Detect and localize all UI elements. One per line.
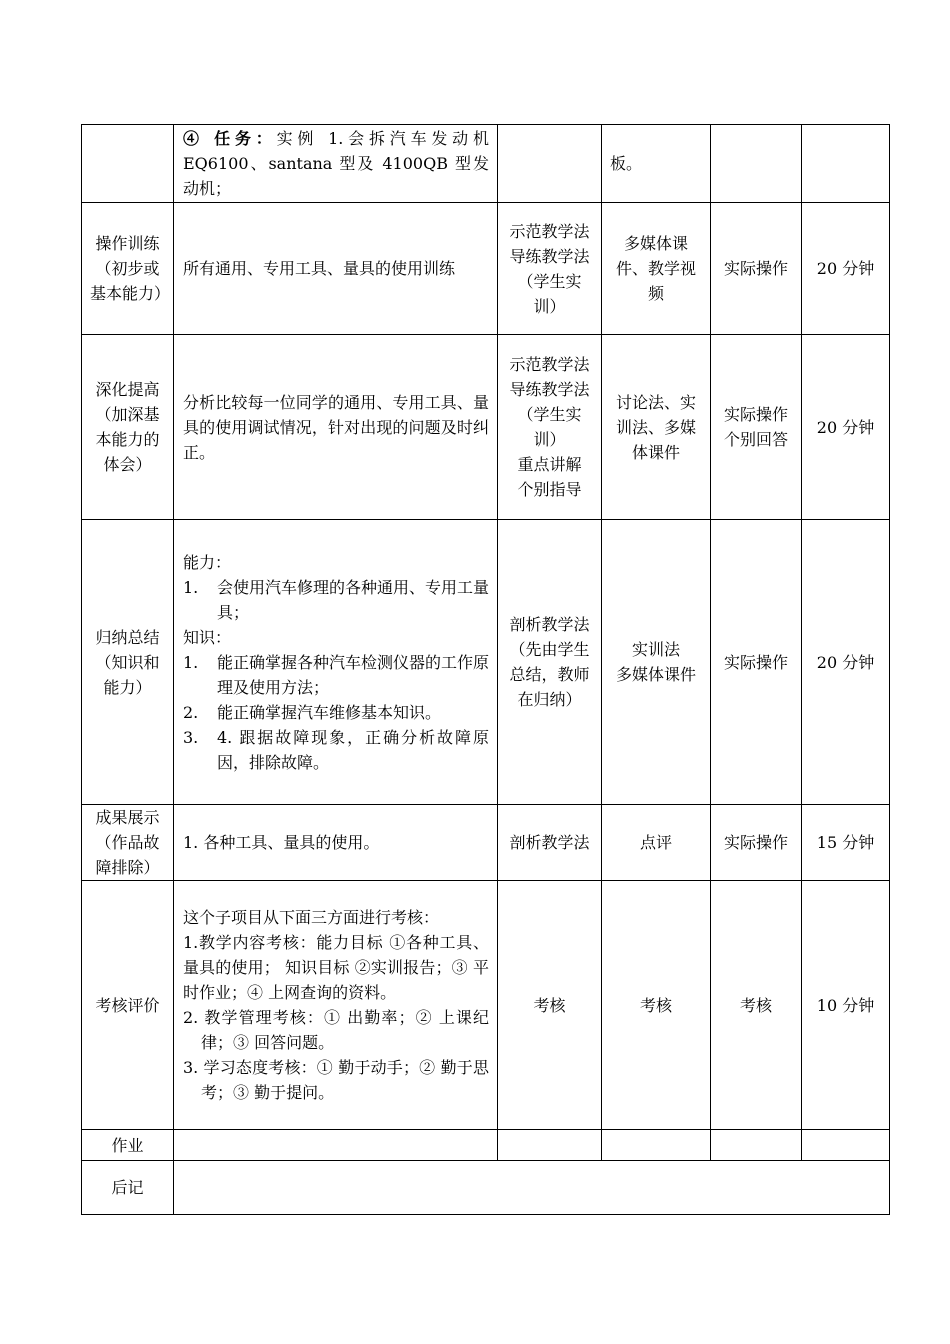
- content-cell: [174, 520, 498, 805]
- method-line: 个别指导: [517, 480, 582, 499]
- item-text: 能正确掌握各种汽车检测仪器的工作原理及使用方法；: [217, 652, 490, 697]
- list-item: [183, 700, 489, 725]
- item-number: 1.: [183, 577, 199, 597]
- time-cell: [802, 1130, 890, 1161]
- activity-cell: 实际操作: [711, 805, 802, 881]
- time-cell: 15 分钟: [802, 805, 890, 881]
- method-line: 训）: [533, 430, 566, 449]
- activity-line: 个别回答: [723, 430, 788, 449]
- activity-cell: 实际操作: [711, 520, 802, 805]
- stage-cell: 后记: [82, 1161, 174, 1215]
- item-text: 能正确掌握汽车维修基本知识。: [217, 702, 442, 722]
- means-cell: 多媒体课件、教学视频: [602, 203, 711, 335]
- means-cell: 点评: [602, 805, 711, 881]
- method-cell: 剖析教学法（先由学生总结，教师在归纳）: [498, 520, 602, 805]
- activity-line: 实际操作: [723, 405, 788, 424]
- table-row: [82, 1130, 890, 1161]
- content-cell: 分析比较每一位同学的通用、专用工具、量具的使用调试情况，针对出现的问题及时纠正。: [174, 335, 498, 520]
- ability-heading: 能力：: [183, 552, 232, 572]
- content-cell: 所有通用、专用工具、量具的使用训练: [174, 203, 498, 335]
- content-cell: [174, 881, 498, 1130]
- table-row: [82, 203, 890, 335]
- activity-cell: [711, 125, 802, 203]
- content-cell: 1. 各种工具、量具的使用。: [174, 805, 498, 881]
- means-line: 多媒体课件: [615, 665, 696, 684]
- time-cell: 20 分钟: [802, 520, 890, 805]
- time-cell: 20 分钟: [802, 203, 890, 335]
- content-cell: [174, 125, 498, 203]
- item-text: 4. 跟据故障现象，正确分析故障原因，排除故障。: [217, 727, 489, 772]
- means-cell: [602, 520, 711, 805]
- knowledge-heading: 知识：: [183, 627, 232, 647]
- item-number: 3.: [183, 727, 199, 747]
- method-line: 重点讲解: [517, 455, 582, 474]
- method-cell: [498, 125, 602, 203]
- task-text: 实例 1.会拆汽车发动机 EQ6100、santana 型及 4100QB 型发动机；: [183, 129, 489, 198]
- table-row: [82, 805, 890, 881]
- task-label: ④ 任务：: [183, 129, 277, 148]
- method-line: （学生实: [517, 405, 582, 424]
- stage-cell: [82, 125, 174, 203]
- method-cell: [498, 335, 602, 520]
- means-line: 实训法: [631, 640, 680, 659]
- means-cell: 考核: [602, 881, 711, 1130]
- stage-cell: 归纳总结（知识和能力）: [82, 520, 174, 805]
- means-cell: 板。: [602, 125, 711, 203]
- method-cell: 剖析教学法: [498, 805, 602, 881]
- stage-cell: 操作训练（初步或基本能力）: [82, 203, 174, 335]
- activity-cell: 考核: [711, 881, 802, 1130]
- lesson-plan-table: [81, 124, 890, 1215]
- method-cell: 示范教学法导练教学法（学生实训）: [498, 203, 602, 335]
- afterword-cell: [174, 1161, 890, 1215]
- time-cell: 20 分钟: [802, 335, 890, 520]
- table-row: [82, 335, 890, 520]
- time-cell: [802, 125, 890, 203]
- stage-cell: 作业: [82, 1130, 174, 1161]
- activity-cell: 实际操作: [711, 203, 802, 335]
- stage-cell: 考核评价: [82, 881, 174, 1130]
- item-number: 1.: [183, 652, 199, 672]
- assessment-item: 1.教学内容考核：能力目标 ①各种工具、量具的使用； 知识目标 ②实训报告；③ 平时作业；④ 上网查询的资料。: [183, 933, 489, 1002]
- stage-cell: 深化提高（加深基本能力的体会）: [82, 335, 174, 520]
- list-item: [183, 725, 489, 775]
- method-line: 导练教学法: [509, 380, 590, 399]
- item-number: 2.: [183, 702, 199, 722]
- method-cell: [498, 1130, 602, 1161]
- content-cell: [174, 1130, 498, 1161]
- time-cell: 10 分钟: [802, 881, 890, 1130]
- table-row: [82, 881, 890, 1130]
- table-row: [82, 520, 890, 805]
- means-cell: [602, 1130, 711, 1161]
- table-row: [82, 125, 890, 203]
- assessment-item: 3. 学习态度考核：① 勤于动手；② 勤于思考；③ 勤于提问。: [183, 1058, 489, 1102]
- activity-cell: [711, 335, 802, 520]
- table-row: [82, 1161, 890, 1215]
- method-line: 示范教学法: [509, 355, 590, 374]
- means-cell: 讨论法、实训法、多媒体课件: [602, 335, 711, 520]
- stage-cell: 成果展示（作品故障排除）: [82, 805, 174, 881]
- assessment-item: 2. 教学管理考核：① 出勤率；② 上课纪律；③ 回答问题。: [183, 1008, 489, 1052]
- activity-cell: [711, 1130, 802, 1161]
- list-item: [183, 650, 489, 700]
- item-text: 会使用汽车修理的各种通用、专用工量具；: [217, 577, 490, 622]
- list-item: [183, 575, 489, 625]
- assessment-intro: 这个子项目从下面三方面进行考核：: [183, 908, 440, 927]
- method-cell: 考核: [498, 881, 602, 1130]
